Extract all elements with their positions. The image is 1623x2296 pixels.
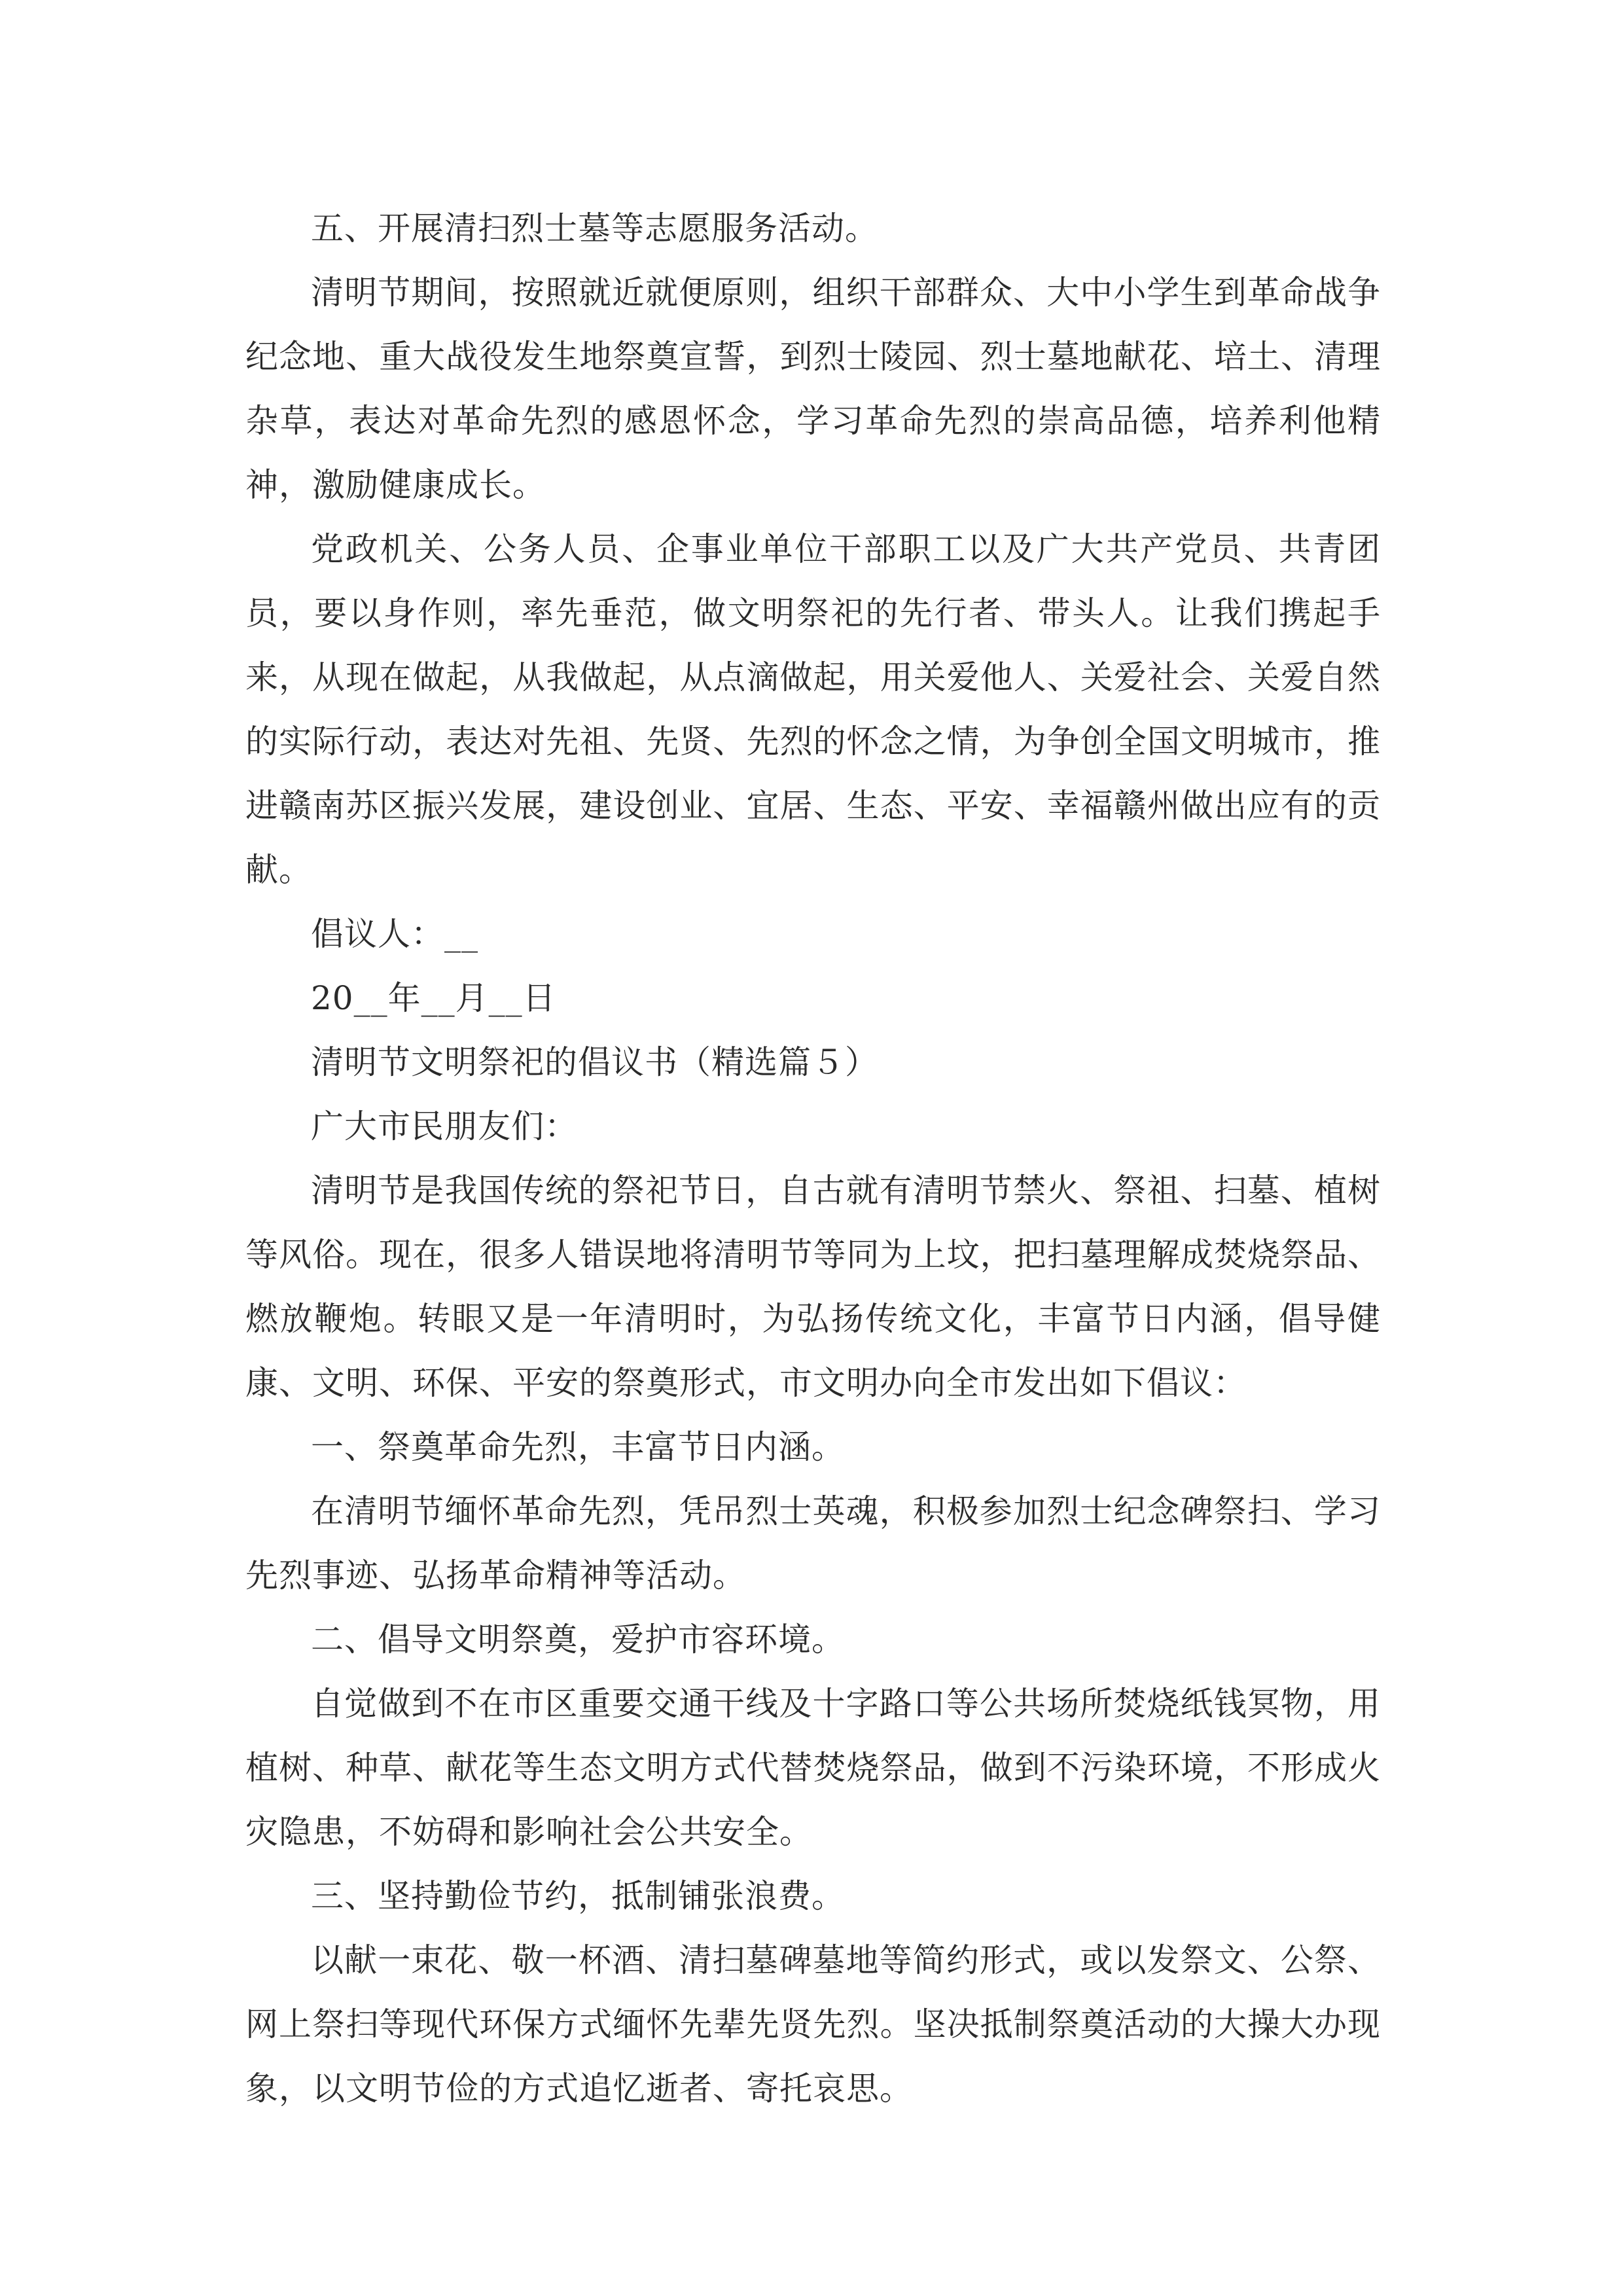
salutation: 广大市民朋友们： (311, 1107, 578, 1145)
section-heading: 二、倡导文明祭奠，爱护市容环境。 (311, 1621, 845, 1659)
section-heading: 一、祭奠革命先烈，丰富节日内涵。 (311, 1428, 845, 1466)
signature-line: 倡议人：__ (311, 915, 478, 953)
document-body (245, 196, 1381, 2121)
date-line: 20__年__月__日 (311, 979, 556, 1017)
article-title: 清明节文明祭祀的倡议书（精选篇５） (311, 1043, 878, 1081)
section-heading: 三、坚持勤俭节约，抵制铺张浪费。 (311, 1877, 845, 1915)
body-paragraph: 在清明节缅怀革命先烈，凭吊烈士英魂，积极参加烈士纪念碑祭扫、学习先烈事迹、弘扬革命精神等活动。 (245, 1492, 1381, 1594)
section-heading: 五、开展清扫烈士墓等志愿服务活动。 (311, 209, 878, 247)
body-paragraph: 党政机关、公务人员、企事业单位干部职工以及广大共产党员、共青团员，要以身作则，率先垂范，做文明祭祀的先行者、带头人。让我们携起手来，从现在做起，从我做起，从点滴做起，用关爱他人、关爱社会、关爱自然的实际行动，表达对先祖、先贤、先烈的怀念之情，为争创全国文明城市，推进赣南苏区振兴发展，建设创业、宜居、生态、平安、幸福赣州做出应有的贡献。 (245, 530, 1381, 889)
body-paragraph: 清明节期间，按照就近就便原则，组织干部群众、大中小学生到革命战争纪念地、重大战役发生地祭奠宣誓，到烈士陵园、烈士墓地献花、培土、清理杂草，表达对革命先烈的感恩怀念，学习革命先烈的崇高品德，培养利他精神，激励健康成长。 (245, 274, 1381, 504)
body-paragraph: 清明节是我国传统的祭祀节日，自古就有清明节禁火、祭祖、扫墓、植树等风俗。现在，很多人错误地将清明节等同为上坟，把扫墓理解成焚烧祭品、燃放鞭炮。转眼又是一年清明时，为弘扬传统文化，丰富节日内涵，倡导健康、文明、环保、平安的祭奠形式，市文明办向全市发出如下倡议： (245, 1172, 1381, 1402)
body-paragraph: 自觉做到不在市区重要交通干线及十字路口等公共场所焚烧纸钱冥物，用植树、种草、献花等生态文明方式代替焚烧祭品，做到不污染环境，不形成火灾隐患，不妨碍和影响社会公共安全。 (245, 1685, 1381, 1851)
body-paragraph: 以献一束花、敬一杯酒、清扫墓碑墓地等简约形式，或以发祭文、公祭、网上祭扫等现代环保方式缅怀先辈先贤先烈。坚决抵制祭奠活动的大操大办现象，以文明节俭的方式追忆逝者、寄托哀思。 (245, 1941, 1381, 2108)
